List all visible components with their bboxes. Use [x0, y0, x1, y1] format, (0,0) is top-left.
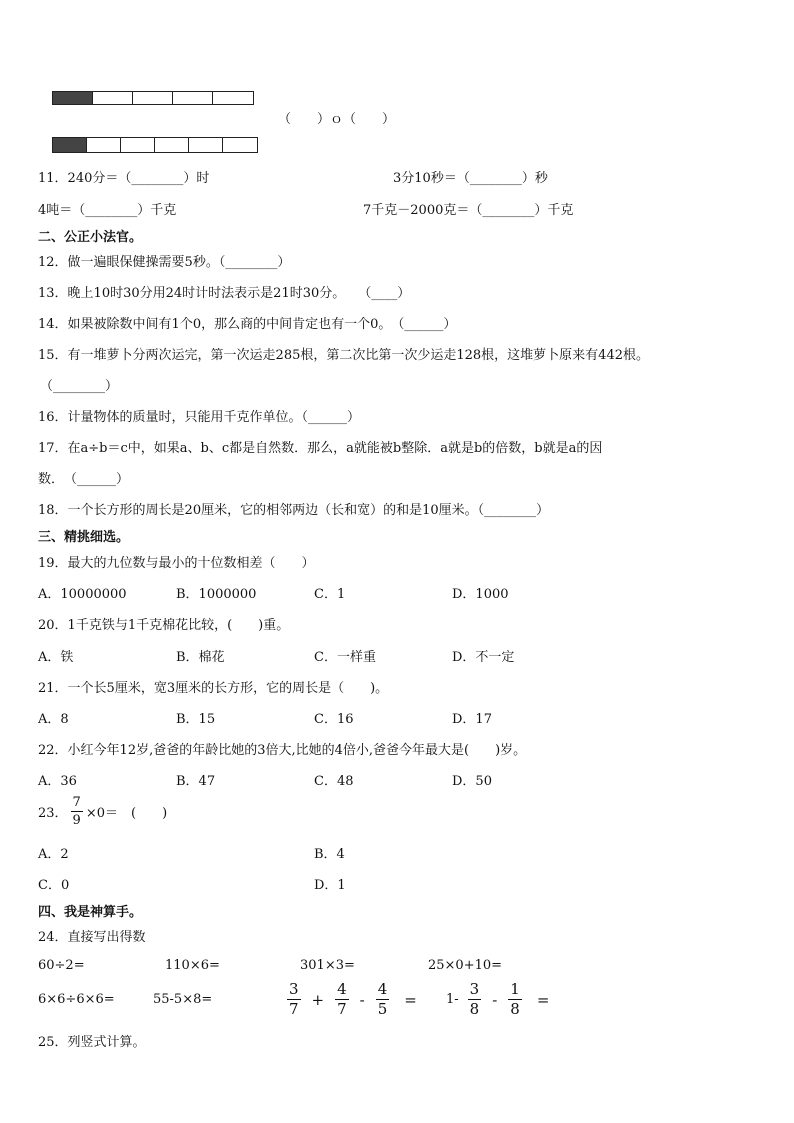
q15-line2: （________） [40, 379, 119, 394]
q19-stem: 19．最大的九位数与最小的十位数相差（ ） [38, 556, 315, 571]
lead-term: 1- [446, 992, 459, 1007]
denominator: 7 [289, 1000, 299, 1018]
fraction [287, 982, 301, 1017]
q23-option-a[interactable]: A．2 [38, 847, 69, 862]
q11-d: 7千克－2000克＝（________）千克 [363, 203, 574, 218]
operator: - [492, 990, 498, 1009]
scale-bar-segment [213, 92, 253, 104]
scale-bar-segment [53, 138, 87, 152]
section-3-heading: 三、精挑细选。 [38, 530, 130, 545]
q24-item-8 [446, 982, 549, 1017]
q11-c: 4吨＝（________）千克 [38, 203, 177, 218]
q14: 14．如果被除数中间有1个0，那么商的中间肯定也有一个0。 （______） [38, 317, 457, 332]
q17-line2: 数． （______） [38, 472, 130, 487]
q25: 25．列竖式计算。 [38, 1035, 146, 1050]
section-2-heading: 二、公正小法官。 [38, 230, 143, 245]
operator: + [311, 990, 325, 1009]
numerator: 4 [377, 980, 388, 998]
fraction [335, 982, 349, 1017]
q23-fraction-denominator: 9 [72, 813, 81, 828]
scale-figure-label: （ ）ｏ（ ） [278, 112, 396, 127]
denominator: 8 [510, 1000, 520, 1018]
q19-option-b[interactable]: B．1000000 [176, 587, 257, 602]
q21-option-a[interactable]: A．8 [38, 712, 69, 727]
scale-bar-segment [189, 138, 223, 152]
q24-item-6: 55-5×8= [153, 992, 213, 1007]
q23-option-d[interactable]: D．1 [314, 878, 346, 893]
q24-item-1: 60÷2= [38, 958, 85, 973]
q24-title: 24．直接写出得数 [38, 930, 146, 945]
q22-option-d[interactable]: D．50 [452, 774, 492, 789]
equals-sign: = [404, 990, 417, 1009]
scale-bar-segment [53, 92, 93, 104]
q22-stem: 22．小红今年12岁,爸爸的年龄比她的3倍大,比她的4倍小,爸爸今年最大是( )岁。 [38, 743, 527, 758]
numerator: 3 [469, 980, 480, 998]
denominator: 7 [337, 1000, 347, 1018]
q24-item-5: 6×6÷6×6= [38, 992, 115, 1007]
q18: 18．一个长方形的周长是20厘米，它的相邻两边（长和宽）的和是10厘米。（________） [38, 503, 550, 518]
q13: 13．晚上10时30分用24时计时法表示是21时30分。 （____） [38, 286, 411, 301]
q20-option-c[interactable]: C．一样重 [314, 650, 376, 665]
numerator: 4 [337, 980, 347, 998]
equals-sign: = [536, 990, 550, 1009]
scale-bar-bottom [52, 137, 258, 153]
q21-option-c[interactable]: C．16 [314, 712, 354, 727]
fraction [508, 982, 522, 1017]
q21-option-d[interactable]: D．17 [452, 712, 492, 727]
q16: 16．计量物体的质量时，只能用千克作单位。（______） [38, 410, 361, 425]
q23-fraction-numerator: 7 [72, 795, 81, 810]
scale-bar-segment [121, 138, 155, 152]
q22-option-b[interactable]: B．47 [176, 774, 216, 789]
q24-item-2: 110×6= [165, 958, 220, 973]
scale-bar-segment [93, 92, 133, 104]
q23-suffix: ×0＝ ( ) [85, 806, 168, 821]
q15-line1: 15．有一堆萝卜分两次运完，第一次运走285根，第二次比第一次少运走128根，这堆萝卜原来有442根。 [38, 348, 649, 363]
scale-bar-segment [155, 138, 189, 152]
fraction [376, 982, 390, 1017]
q24-item-3: 301×3= [300, 958, 355, 973]
q23-stem [38, 796, 167, 827]
q19-option-c[interactable]: C．1 [314, 587, 346, 602]
q23-option-b[interactable]: B．4 [314, 847, 345, 862]
q22-option-a[interactable]: A．36 [38, 774, 77, 789]
q17-line1: 17．在a÷b＝c中，如果a、b、c都是自然数．那么，a就能被b整除．a就是b的倍数，b就是a的因 [38, 441, 603, 456]
scale-bar-top [52, 91, 254, 105]
q23-fraction [71, 796, 83, 827]
denominator: 8 [469, 1000, 480, 1018]
q24-item-4: 25×0+10= [428, 958, 503, 973]
scale-bar-segment [173, 92, 213, 104]
q11-b: 3分10秒＝（________）秒 [393, 171, 548, 186]
scale-bar-segment [87, 138, 121, 152]
q19-option-d[interactable]: D．1000 [452, 587, 509, 602]
section-4-heading: 四、我是神算手。 [38, 905, 143, 920]
q22-option-c[interactable]: C．48 [314, 774, 354, 789]
q20-option-a[interactable]: A．铁 [38, 650, 74, 665]
q20-option-d[interactable]: D．不一定 [452, 650, 515, 665]
q23-prefix: 23． [38, 806, 68, 821]
scale-bar-segment [133, 92, 173, 104]
q21-stem: 21．一个长5厘米，宽3厘米的长方形，它的周长是（ )。 [38, 681, 389, 696]
operator: - [359, 990, 365, 1009]
q11-a: 11．240分＝（________）时 [38, 171, 210, 186]
q20-option-b[interactable]: B．棉花 [176, 650, 225, 665]
scale-bar-segment [223, 138, 257, 152]
numerator: 1 [510, 980, 520, 998]
q24-item-7 [284, 982, 417, 1017]
fraction [468, 982, 482, 1017]
q12: 12．做一遍眼保健操需要5秒。（________） [38, 255, 291, 270]
q21-option-b[interactable]: B．15 [176, 712, 216, 727]
q23-option-c[interactable]: C．0 [38, 878, 70, 893]
q20-stem: 20．1千克铁与1千克棉花比较，( )重。 [38, 618, 290, 633]
numerator: 3 [289, 980, 299, 998]
q19-option-a[interactable]: A．10000000 [38, 587, 127, 602]
denominator: 5 [377, 1000, 388, 1018]
